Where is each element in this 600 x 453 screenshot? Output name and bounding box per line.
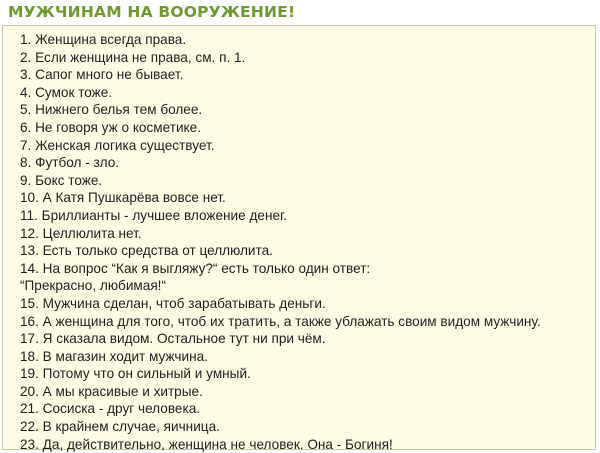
list-item: 14. На вопрос “Как я выгляжу?“ есть только один ответ: [20,260,371,276]
list-item: 1. Женщина всегда права. [20,32,187,47]
list-item: 22. В крайнем случае, яичница. [20,419,220,435]
list-item: 21. Сосиска - друг человека. [20,401,201,417]
list-item: 23. Да, действительно, женщина не человек. Она - Богиня! [20,436,393,452]
list-item: 15. Мужчина сделан, чтоб зарабатывать деньги. [20,295,326,311]
list-item: 18. В магазин ходит мужчина. [20,348,208,364]
list-item: “Прекрасно, любимая!“ [20,278,166,294]
list-item: 13. Есть только средства от целлюлита. [20,243,273,259]
page-title: МУЖЧИНАМ НА ВООРУЖЕНИЕ! [8,3,296,21]
list-item: 8. Футбол - зло. [20,155,120,171]
list-item: 19. Потому что он сильный и умный. [20,366,251,382]
list-item: 10. А Катя Пушкарёва вовсе нет. [20,190,226,206]
list-item: 7. Женская логика существует. [20,137,215,153]
list-item: 5. Нижнего белья тем более. [20,102,203,118]
list-item: 6. Не говоря уж о косметике. [20,119,201,135]
list-item: 9. Бокс тоже. [20,172,103,188]
list-item: 12. Целлюлита нет. [20,225,142,241]
list-item: 11. Бриллианты - лучшее вложение денег. [20,207,288,223]
list-item: 20. А мы красивые и хитрые. [20,383,203,399]
list-item: 3. Сапог много не бывает. [20,67,184,83]
list-item: 16. А женщина для того, чтоб их тратить, а также ублажать своим видом мужчину. [20,313,541,329]
content-box [2,25,596,450]
rules-list [20,31,541,453]
list-item: 4. Сумок тоже. [20,84,113,100]
list-item: 2. Если женщина не права, см. п. 1. [20,49,246,65]
list-item: 17. Я сказала видом. Остальное тут ни при чём. [20,331,326,347]
